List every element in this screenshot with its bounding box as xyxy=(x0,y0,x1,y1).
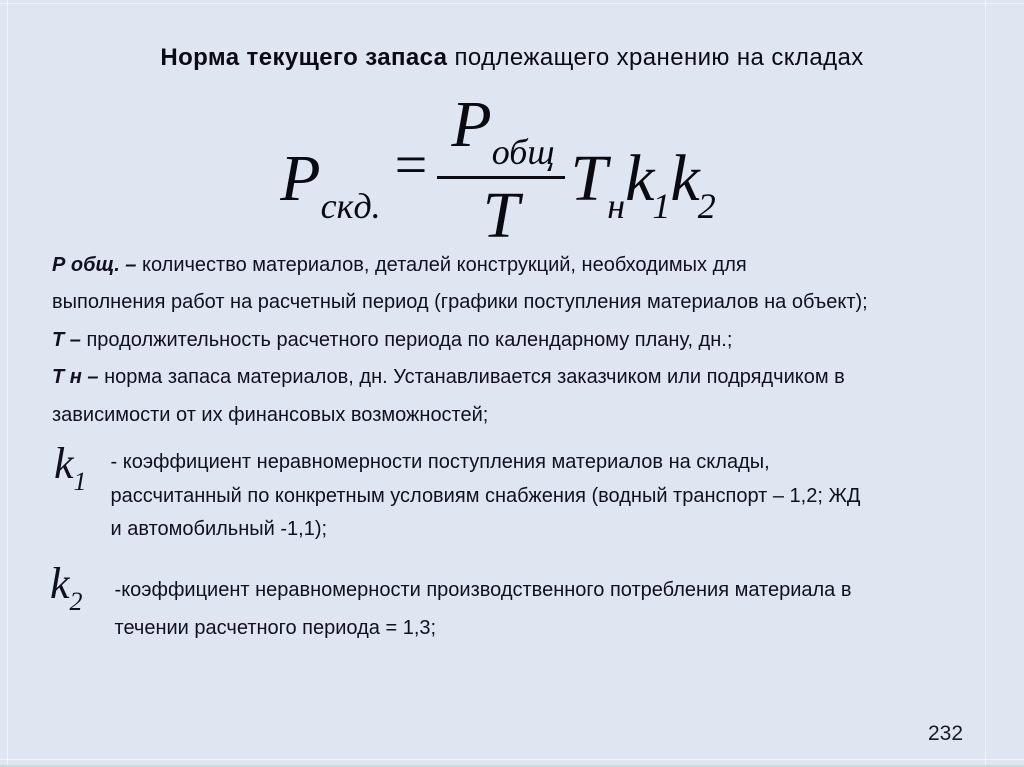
k2-symbol-base: k xyxy=(50,559,70,608)
k2-symbol-sub: 2 xyxy=(69,587,83,616)
definition-line xyxy=(52,322,868,359)
k1-text xyxy=(111,438,861,547)
formula-numerator-base: P xyxy=(451,88,492,161)
formula-denominator: T xyxy=(482,179,520,252)
page-number: 232 xyxy=(928,722,964,745)
slide-title-regular: подлежащего хранению на складах xyxy=(447,44,864,71)
definition-line xyxy=(52,284,868,321)
formula-k1-base: k xyxy=(625,141,653,215)
k1-symbol-sub: 1 xyxy=(73,467,87,496)
formula-t-base: T xyxy=(570,141,608,215)
slide-frame-bottom xyxy=(0,759,1024,760)
slide-title xyxy=(0,44,1024,72)
formula-rhs xyxy=(570,141,716,226)
k1-symbol xyxy=(54,438,87,495)
formula-equals: = xyxy=(394,131,428,197)
k1-symbol-base: k xyxy=(54,439,74,488)
formula-k2-sub: 2 xyxy=(697,185,716,226)
slide-title-bold: Норма текущего запаса xyxy=(160,44,448,71)
k2-text-line: течении расчетного периода = 1,3; xyxy=(114,616,437,639)
k2-symbol xyxy=(50,558,83,615)
formula-numerator-sub: общ xyxy=(491,132,555,172)
definition-term: Т н – xyxy=(52,366,105,389)
formula-lhs-base: P xyxy=(280,141,321,215)
k2-text-line: -коэффициент неравномерности производственного потребления материала в xyxy=(114,579,852,601)
formula xyxy=(0,88,1010,252)
formula-lhs xyxy=(280,141,381,226)
formula-fraction xyxy=(437,88,564,252)
definition-text: зависимости от их финансовых возможностей; xyxy=(52,403,489,426)
k1-text-line: - коэффициент неравномерности поступления материалов на склады, xyxy=(110,451,770,473)
k1-definition xyxy=(54,438,860,547)
formula-k2-base: k xyxy=(670,141,698,215)
definitions-block xyxy=(52,247,868,434)
definition-text: количество материалов, деталей конструкций, необходимых для xyxy=(142,254,747,276)
definition-text: выполнения работ на расчетный период (графики поступления материалов на объект); xyxy=(52,291,868,314)
formula-k1-sub: 1 xyxy=(652,185,671,226)
formula-t-sub: н xyxy=(607,185,626,226)
definition-text: продолжительность расчетного периода по календарному плану, дн.; xyxy=(86,328,733,351)
definition-line xyxy=(52,359,868,396)
k1-text-line: и автомобильный -1,1); xyxy=(110,518,328,540)
formula-numerator xyxy=(437,88,564,179)
k2-definition xyxy=(50,558,851,647)
definition-term: Т – xyxy=(52,328,87,351)
definition-line xyxy=(52,397,868,434)
definition-text: норма запаса материалов, дн. Устанавливается заказчиком или подрядчиком в xyxy=(104,366,845,389)
k2-text xyxy=(115,558,852,647)
definition-line xyxy=(52,247,868,284)
definition-term: Р общ. – xyxy=(52,254,142,276)
slide-frame-top xyxy=(0,3,1024,4)
k1-text-line: рассчитанный по конкретным условиям снабжения (водный транспорт – 1,2; ЖД xyxy=(110,484,861,507)
formula-lhs-sub: скд. xyxy=(320,185,381,226)
